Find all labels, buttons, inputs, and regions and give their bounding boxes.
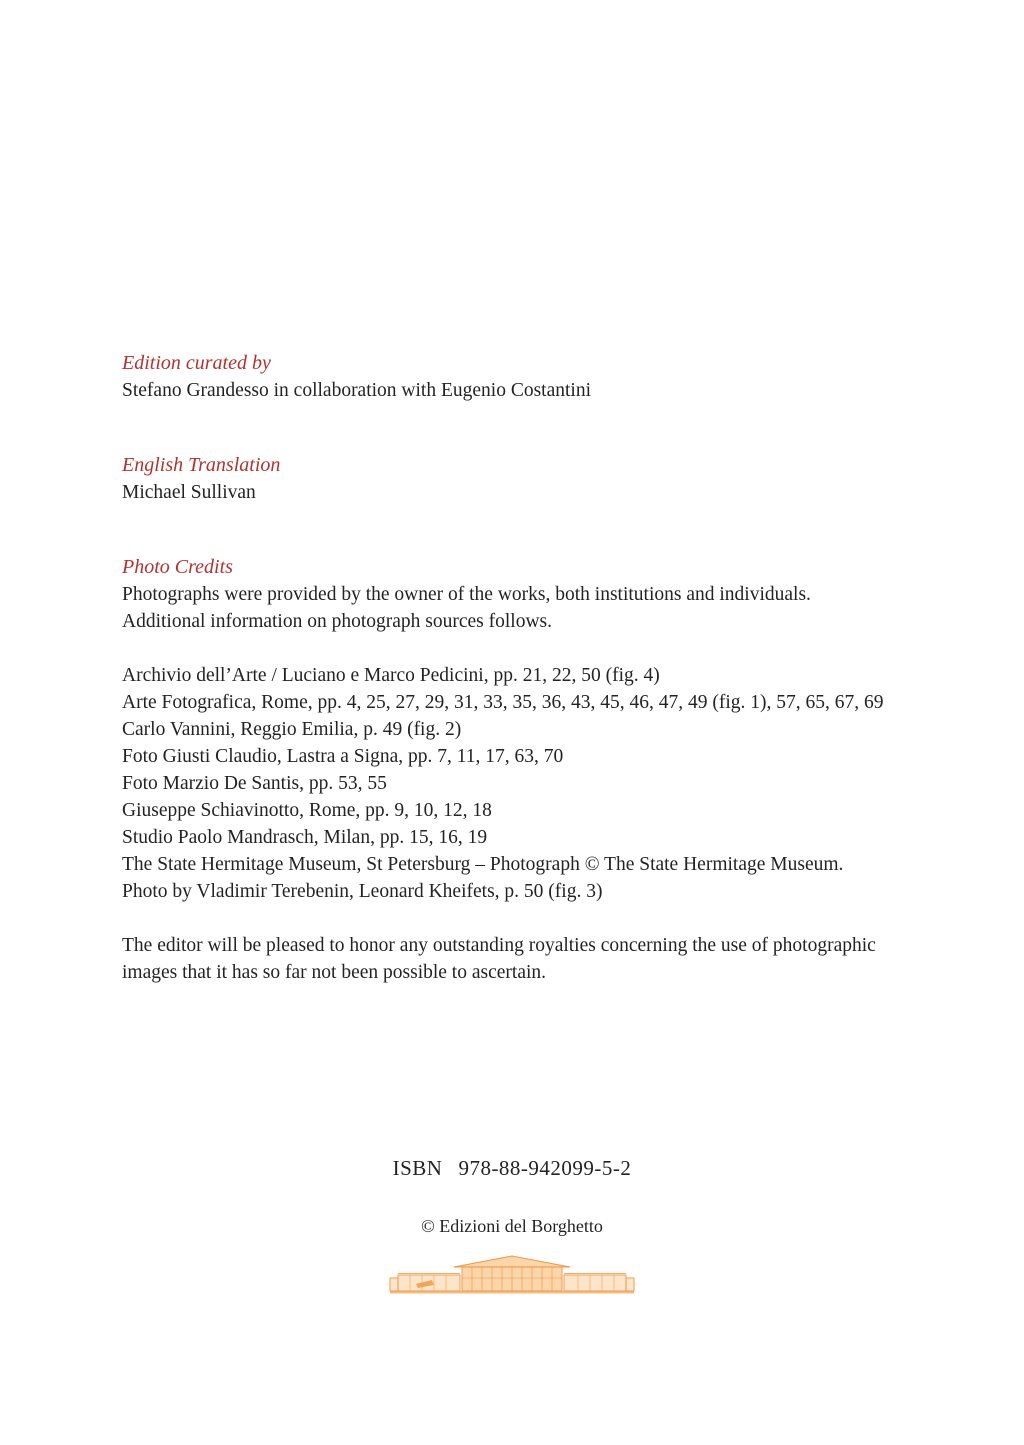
photo-credits-heading: Photo Credits xyxy=(122,556,233,578)
edition-curated-by-body: Stefano Grandesso in collaboration with Eugenio Costantini xyxy=(122,380,591,401)
credit-line: Archivio dell’Arte / Luciano e Marco Pedicini, pp. 21, 22, 50 (fig. 4) xyxy=(122,665,660,686)
credit-line: Foto Giusti Claudio, Lastra a Signa, pp. 7, 11, 17, 63, 70 xyxy=(122,746,564,767)
credit-line: Foto Marzio De Santis, pp. 53, 55 xyxy=(122,773,387,794)
isbn-label: ISBN xyxy=(392,1156,443,1180)
section-english-translation xyxy=(122,452,884,506)
section-photo-credits xyxy=(122,554,884,635)
credit-line: Studio Paolo Mandrasch, Milan, pp. 15, 16, 19 xyxy=(122,827,488,848)
credit-line: The State Hermitage Museum, St Petersburg – Photograph © The State Hermitage Museum. Photo by Vladimir Terebenin, Leonard Kheifets, p. 50 (fig. 3) xyxy=(122,854,844,902)
credit-line: Arte Fotografica, Rome, pp. 4, 25, 27, 29, 31, 33, 35, 36, 43, 45, 46, 47, 49 (fig. 1), 57, 65, 67, 69 xyxy=(122,692,884,713)
colophon-text-block xyxy=(122,350,884,986)
english-translation-heading: English Translation xyxy=(122,454,281,476)
isbn-value: 978-88-942099-5-2 xyxy=(458,1156,632,1180)
photo-credits-list xyxy=(122,662,884,905)
publisher-logo xyxy=(0,1254,1024,1296)
colophon-footer xyxy=(0,1155,1024,1296)
credit-line: Giuseppe Schiavinotto, Rome, pp. 9, 10, 12, 18 xyxy=(122,800,492,821)
edition-curated-by-heading: Edition curated by xyxy=(122,352,271,374)
royalties-disclaimer: The editor will be pleased to honor any outstanding royalties concerning the use of photographic images that it has so far not been possible to ascertain. xyxy=(122,935,876,983)
credit-line: Carlo Vannini, Reggio Emilia, p. 49 (fig. 2) xyxy=(122,719,462,740)
publisher-logo-building-icon xyxy=(388,1254,636,1296)
isbn-line xyxy=(0,1155,1024,1182)
photo-credits-body: Photographs were provided by the owner of the works, both institutions and individuals. Additional information on photograph sources follows. xyxy=(122,584,811,632)
english-translation-body: Michael Sullivan xyxy=(122,482,256,503)
publisher-copyright: © Edizioni del Borghetto xyxy=(421,1216,603,1236)
section-edition-curated-by xyxy=(122,350,884,404)
